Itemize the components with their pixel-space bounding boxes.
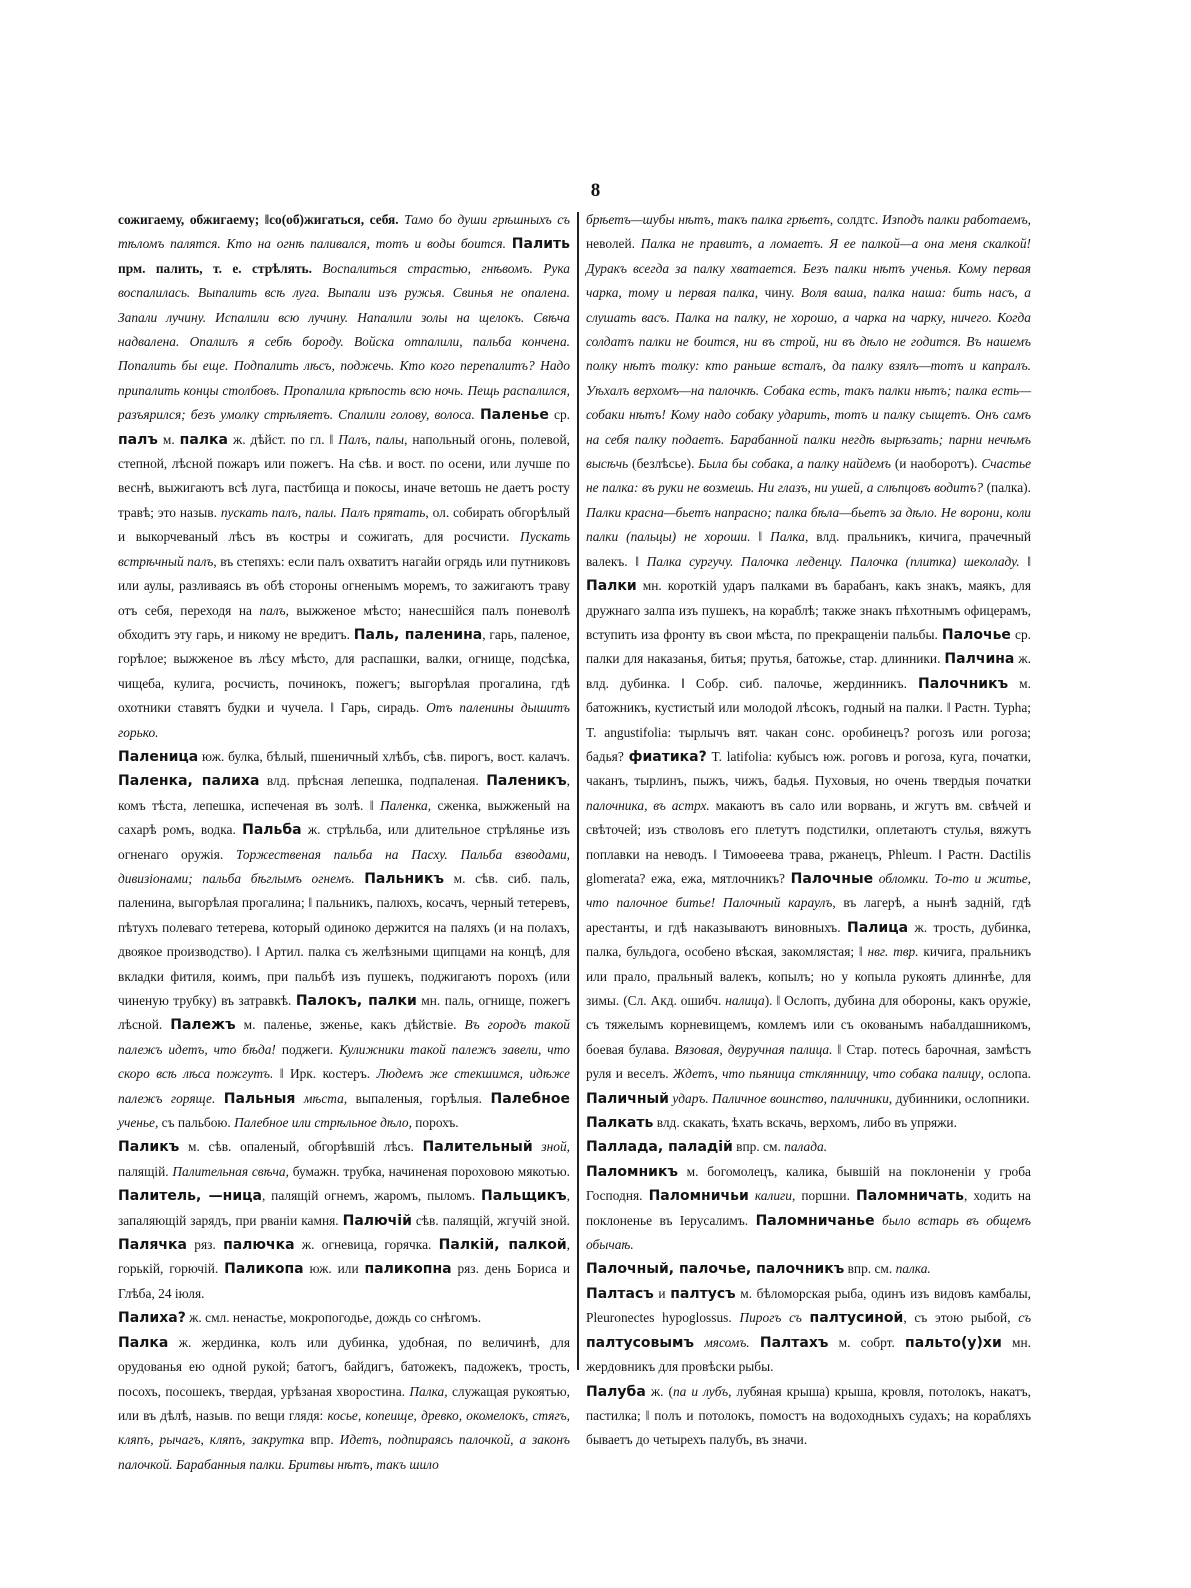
headword: Палительный [422,1139,533,1156]
headword: палтусиной [809,1310,904,1327]
definition-text: , въ степяхъ: если палъ охватитъ нагайи огрядь или путниковъ или аулы, разливаясь въ обѣ стороны огненымъ моремъ, то зажигаютъ траву отъ себя, переходя на [118,553,570,618]
headword: Пальщикъ [481,1188,567,1205]
example-text: зной [541,1139,567,1155]
headword: Палчина [944,651,1015,668]
entry-paragraph [586,1135,1031,1159]
headword: Палкать [586,1115,654,1132]
example-text: Счастье не палка: въ руки не возмешь. Ни глазъ, ни ушей, а слѣпцовъ водитъ? [586,456,1032,496]
headword: Палочный, палочье, палочникъ [586,1261,845,1278]
example-text: Вязовая, двуручная палица. [674,1041,833,1057]
headword: Паликопа [224,1261,304,1278]
entry-paragraph [586,1282,1031,1380]
entry-paragraph [118,1306,570,1330]
definition-text: , служащая рукоятью, или въ дѣлѣ, назыв. по вещи глядя: [118,1383,571,1423]
headword: Палки [586,578,637,595]
definition-text: , дубинники, ослопники. [888,1090,1030,1106]
example-text: Торжественая пальба на Пасху. Пальба взводами, дивизіонами; пальба бѣглымъ огнемъ. [118,846,570,886]
example-text: Пускать встрѣчный палъ [118,529,570,569]
example-text: палада. [784,1139,828,1155]
example-text: ученье [118,1115,155,1131]
definition-text: м. батожникъ, кустистый или молодой лѣсокъ, годный на палки. ‖ Растн. Typha; T. angustifolia: тырлычъ вят. чакан сонс. оробинецъ? рогозъ или рогоза; бадья? [586,675,1031,764]
definition-text: ж. смл. ненастье, мокропогодье, дождь со снѣгомъ. [185,1310,482,1326]
definition-text: ряз. день Бориса и Глѣба, 24 іюля. [118,1261,571,1301]
headword: Паломничьи [648,1188,749,1205]
example-text: Палка не правитъ, а ломаетъ. Я ее палкой—а она меня скалкой! Дуракъ всегда за палку хватается. Безъ палки нѣтъ ученья. Кому первая чарка, тому и первая палка [586,236,1031,301]
example-text: Была бы собака, а палку найдемъ [698,456,891,472]
headword: Палочникъ [917,675,1009,692]
headword: Пальба [242,822,302,839]
definition-text: ‖ Ирк. костеръ. [273,1066,377,1082]
entry-paragraph [118,208,570,745]
definition-text: ряз. [186,1237,224,1253]
example-text: съ [1018,1310,1032,1326]
headword: Паленье [479,407,549,424]
definition-text: , гарь, паленое, горѣлое; выжженое въ лѣсу мѣсто, для распашки, валки, огнище, подсѣка, чищеба, кулига, росчисть, починокъ, пожегъ; выгорѣлая прогалина, гдѣ охотники ставятъ будки и чучела. ‖ Гарь, сирадь. [118,626,570,716]
headword: Палежъ [170,1017,236,1034]
definition-text: юж. булка, бѣлый, пшеничный хлѣбъ, сѣв. пирогъ, вост. калачъ. [198,748,570,764]
example-text: мѣста [303,1090,344,1106]
definition-text: лубяная крыша) крыша, кровля, потолокъ, накатъ, пастилка; ‖ полъ и потолокъ, помостъ на водоходныхъ судахъ; на корабляхъ бываетъ до четырехъ палубъ, въ значи. [586,1383,1031,1448]
example-text: обломки. То-то и житье, что палочное битье! Палочный караулъ [586,870,1031,911]
example-text: палъ [259,602,286,618]
headword: Палуба [586,1383,646,1400]
definition-text: , палящій огнемъ, жаромъ, пыломъ. [261,1188,482,1204]
definition-text: м. паленье, зженье, какъ дѣйствіе. [235,1017,465,1033]
definition-text: , ходить на поклоненье въ Іерусалимъ. [586,1188,1031,1228]
definition-text: , въ лагерѣ, а нынѣ заднiй, гдѣ арестанты, и гдѣ наказываютъ виновныхъ. [586,895,1031,935]
example-text: брѣетъ—шубы нѣтъ, такъ палка грѣетъ [586,212,830,227]
example-text: Палъ, палы [338,431,405,447]
entry-paragraph [586,208,1031,1111]
definition-text [694,1335,704,1350]
headword: Паломникъ [586,1163,678,1180]
definition-text: (безлѣсье). [628,456,699,472]
definition-text: ‖ [750,529,771,545]
headword: Палебное [490,1090,570,1107]
example-text: Палка [409,1383,445,1399]
example-text: пускать палъ, палы. Палъ прятать [220,504,426,520]
definition-text: кичига, пральникъ или прало, пральный валекъ, копылъ; но у копыла рукоять длиннѣе, для зимы. (Сл. Акд. ошибч. [586,944,1031,1008]
definition-text: ж. влд. дубинка. ‖ Собр. сиб. палочье, жердинникъ. [586,651,1031,691]
definition-text: , поршни. [791,1188,856,1204]
definition-text: ср. палки для наказанья, битья; прутья, батожье, стар. длинники. [586,626,1031,667]
definition-text: мн. короткій ударъ палками въ барабанъ, какъ знакъ, маякъ, для дружнаго залпа изъ пушекъ, на кораблѣ; также знакъ пѣхотнымъ офицерамъ, вступить иза фронту въ свои мѣста, по прекращеніи пальбы. [586,578,1031,642]
example-text: было встарь въ общемъ обычаѣ. [586,1212,1031,1253]
headword: Паллада, паладій [586,1139,733,1156]
headword: Палтасъ [586,1285,654,1302]
example-text: Въ городъ такой палежъ идетъ, что бѣда! [118,1017,570,1057]
example-text: Изподъ палки работаемъ [882,212,1028,227]
headword: Паленка, палиха [118,773,260,790]
definition-text: впр. [304,1432,340,1448]
headword: Палтахъ [759,1334,829,1351]
example-text: палка. [895,1261,931,1277]
definition-text: , комъ тѣста, лепешка, испеченая въ золѣ. ‖ [118,773,570,813]
definition-text: влд. скакать, ѣхать вскачь, верхомъ, либо въ упряжи. [653,1115,957,1131]
headword: Палитель, —ница [118,1188,262,1205]
headword: Паликъ [118,1139,180,1156]
definition-text: , неволей. [586,212,1031,252]
definition-text: , солдтс. [829,212,883,227]
headword: Палочье [941,626,1011,643]
entry-paragraph [118,745,570,1136]
headword: Палючій [342,1212,412,1229]
definition-text: ‖ [1019,553,1031,569]
definition-text: , напольный огонь, полевой, степной, лѣсной пожаръ или пожегъ. На сѣв. и вост. по осени, или лучше по веснѣ, выжигаютъ всѣ луга, пастбища и покосы, иначе ветошь не даетъ росту травѣ; это назыв. [118,431,570,520]
headword: палка [179,431,228,448]
headword: пальто(у)хи [905,1334,1002,1351]
example-text: мясомъ. [704,1334,760,1350]
definition-text: , порохъ. [408,1115,459,1131]
headword: Паленица [118,748,199,765]
headword: Палить [511,236,570,253]
definition-text: ж. огневица, горячка. [294,1237,439,1253]
definition-text: м. сѣв. сиб. паль, паленина, выгорѣлая прогалина; ‖ пальникъ, палюхъ, косачъ, черный тетеревъ, пѣтухъ полеваго тетерева, который одиноко держится на паляхъ (и на полахъ, двоякое производство). ‖ Артил. палка съ желѣзными щипцами на концѣ, для вкладки фитиля, коимъ, при пальбѣ изъ пушекъ, поджигаютъ порохъ (или чиненую трубку) въ затравкѣ. [118,870,571,1008]
example-text: Палебное или стрѣльное дѣло [234,1115,409,1131]
definition-text: , съ этою рыбой, [903,1310,1019,1326]
example-text: ударъ. Паличное воинство, паличники [672,1090,889,1106]
definition-text: , ослопа. [980,1066,1032,1082]
definition-text: , выжженое мѣсто; нанесшійся палъ поневолѣ обходитъ эту гарь, и никому не вредитъ. [118,602,570,642]
headword: Пальныя [223,1090,296,1107]
definition-text: , выпаленыя, горѣлыя. [343,1090,491,1106]
left-column [118,208,570,1477]
example-text: Пирогъ съ [739,1310,810,1326]
definition-text: , съ пальбою. [154,1115,235,1131]
example-text: косье, копеище, древко, окомелокъ, стягъ, кляпъ, рычагъ, кляпъ, закрутка [118,1407,570,1448]
headword: палючка [223,1237,295,1254]
definition-text: (и наоборотъ). [890,456,982,472]
example-text: палочника, въ астрх. [586,797,710,813]
example-text: па и лубъ, [672,1383,732,1399]
example-text: Кулижники такой палежъ завели, что скоро всѣ лѣса пожгутъ. [118,1041,570,1082]
headword: Пальникъ [364,870,444,887]
definition-text: и [653,1285,671,1301]
definition-text: м. сѣв. опаленый, обгорѣвшій лѣсъ. [179,1139,423,1155]
entry-paragraph [586,1111,1031,1135]
definition-text: , горькій, горючій. [118,1237,571,1277]
column-divider [577,212,579,1370]
example-text: Палка [770,529,805,545]
example-text: Воля ваша, палка наша: бить насъ, а слушать васъ. Палка на палку, не хорошо, а чарка на чарку, ничего. Когда солдатъ палки не боится, ни въ строй, ни въ дѣло не годится. Въ нашемъ полку нѣтъ толку: кто раньше всталъ, да палку взялъ—тотъ и капралъ. Уѣхалъ верхомъ—на палочкѣ. Собака есть, такъ палки нѣтъ; палка есть—собаки нѣтъ! Кому надо собаку ударить, тотъ и палку сыщетъ. Онъ самъ на себя палку подаетъ. Барабанной палки негдѣ вырѣзать; парни нечѣмъ высѣчь [586,285,1031,472]
entry-paragraph [118,1135,570,1306]
example-text: Палительная свѣча [172,1163,286,1179]
definition-text: влд. прѣсная лепешка, подпаленая. [259,773,487,789]
example-text: Паленка [379,797,428,813]
definition-text: м. бѣломорская рыба, одинъ изъ видовъ камбалы, Pleuronectes hypoglossus. [586,1285,1031,1326]
definition-text: ж. стрѣльба, или длительное стрѣлянье изъ огненаго оружія. [118,822,570,862]
example-text: Ждетъ, что пьяница стклянницу, что собака палицу [672,1066,981,1082]
entry-paragraph [586,1380,1031,1453]
definition-text: ж. дѣйст. по гл. ‖ [228,431,339,447]
definition-text: макаютъ въ сало или ворвань, и жгутъ вм. свѣчей и свѣточей; изъ стволовъ его плетутъ подстилки, оплетаютъ стулья, вяжутъ поплавки на неводъ. ‖ Тимоѳеева трава, ржанецъ, Phleum. ‖ Растн. Dactilis glomerata? ежа, ежа, мятлочникъ? [586,797,1031,886]
definition-text: , сженка, выжженый на сахарѣ ромъ, водка. [118,797,570,838]
definition-text: ж. трость, дубинка, палка, бульдога, особено вѣская, закомлястая; ‖ [586,919,1032,960]
definition-text: (палка). [983,480,1031,496]
definition-text: юж. или [303,1261,365,1277]
example-text: налица [725,993,765,1008]
headword: Паль, паленина [353,626,483,643]
definition-text: сѣв. палящій, жгучій зной. [411,1212,570,1228]
definition-text: мн. паль, огнище, пожегъ лѣсной. [118,993,571,1033]
definition-text: м. [157,431,180,447]
definition-text: , ол. собирать обгорѣлый и выкорчеваный лѣсъ въ костры и сожигать, для росчисти. [118,504,570,545]
headword: палтусъ [670,1285,736,1302]
headword: Палячка [118,1237,187,1254]
headword: Палица [847,919,909,936]
definition-text: впр. см. [732,1139,785,1155]
example-text: Палка сургучу. Палочка леденцу. Палочка (плитка) шеколаду. [646,553,1020,569]
headword: Палокъ, палки [295,993,417,1009]
entry-paragraph [118,1331,570,1477]
right-column [586,208,1031,1453]
definition-text: м. собрт. [828,1334,906,1350]
definition-text: ж. ( [645,1383,673,1399]
headword: Паломничать [855,1188,964,1205]
example-text: Тамо бо души грѣшныхъ съ тѣломъ палятся. Кто на огнѣ паливался, тотъ и воды боится. [118,212,570,252]
headword: Палка [118,1334,169,1351]
definition-text: T. latifolia: кубысъ юж. роговъ и рогоза, куга, початки, чаканъ, тырлинъ, пыжъ, чижъ, бадья. Пуховыя, но очень твердыя початки [586,748,1031,789]
definition-text: , влд. пральникъ, кичига, прачечный валекъ. ‖ [586,529,1031,569]
definition-text: ср. [548,407,570,423]
example-text: нвг. твр. [867,944,919,960]
example-text: Идетъ, подпираясь палочкой, а законъ палочкой. Барабанныя палки. Бритвы нѣтъ, такъ шило [118,1432,571,1472]
definition-text: поджеги. [275,1041,340,1057]
headword: Паличный [586,1090,669,1107]
definition-text [875,1213,882,1228]
definition-text: ‖ Стар. потесь барочная, замѣстъ руля и веселъ. [586,1041,1032,1082]
headword: Паленикъ [486,773,567,790]
headword: Паломничанье [755,1212,875,1229]
definition-text: сожигаему, обжигаему; ‖со(об)жигаться, себя. [118,212,405,227]
headword: паликопна [364,1261,452,1278]
example-text: Палки красна—бьетъ напрасно; палка бѣла—бьетъ за дѣло. Не ворони, коли палки (пальцы) не хороши. [586,504,1031,545]
definition-text: ж. жердинка, колъ или дубинка, удобная, по величинѣ, для орудованья ею одной рукой; батогъ, байдигъ, батожекъ, падожекъ, трость, посохъ, посошекъ, твердая, урѣзаная хворостина. [118,1334,570,1399]
definition-text: , палящій. [118,1139,570,1179]
definition-text: впр. см. [844,1261,896,1277]
definition-text: прм. палить, т. е. стрѣлять. [118,260,323,276]
definition-text: , бумажн. трубка, начиненая пороховою мякотью. [285,1163,571,1179]
example-text: калиги [754,1188,792,1204]
definition-text: , чину. [754,285,801,301]
entry-paragraph [586,1257,1031,1281]
definition-text [295,1091,304,1106]
definition-text: ). ‖ Ослопъ, дубина для обороны, какъ оружіе, съ тяжелымъ корневищемъ, комлемъ или съ окованымъ набалдашникомъ, боевая булава. [586,993,1032,1057]
page-number: 8 [590,180,601,201]
headword: Палиха? [118,1310,186,1327]
headword: палъ [118,431,158,448]
headword: Палкій, палкой [438,1237,567,1254]
headword: Палочные [790,870,874,887]
definition-text: м. богомолецъ, калика, бывшій на поклоненіи у гроба Господня. [586,1163,1031,1204]
definition-text: , запаляющій зарядъ, при рванiи камня. [118,1188,570,1228]
example-text: Людемъ же стекшимся, идѣже палежъ горяще. [118,1066,570,1106]
definition-text: мн. жердовникъ для провѣски рыбы. [586,1334,1031,1375]
headword: палтусовымъ [586,1334,695,1351]
headword: фиатика? [628,748,707,765]
entry-paragraph [586,1160,1031,1258]
example-text: Воспалиться страстью, гнѣвомъ. Рука воспалилась. Выпалить всѣ луга. Выпали изъ ружья. Свинья не опалена. Запали лучину. Испалили всю лучину. Напалили золы на щелокъ. Свѣча надвалена. Опалилъ я себѣ бороду. Войска отпалили, пальба кончена. Попалить бы еще. Подпалить лѣсъ, поджечь. Кто кого перепалитъ? Надо припалить концы столбовъ. Пропалила крѣпость всю ночь. Пещь распалился, разъярился; безъ умолку стрѣляетъ. Спалили голову, волоса. [118,260,570,423]
example-text: Отъ паленины дышитъ горько. [118,700,571,740]
